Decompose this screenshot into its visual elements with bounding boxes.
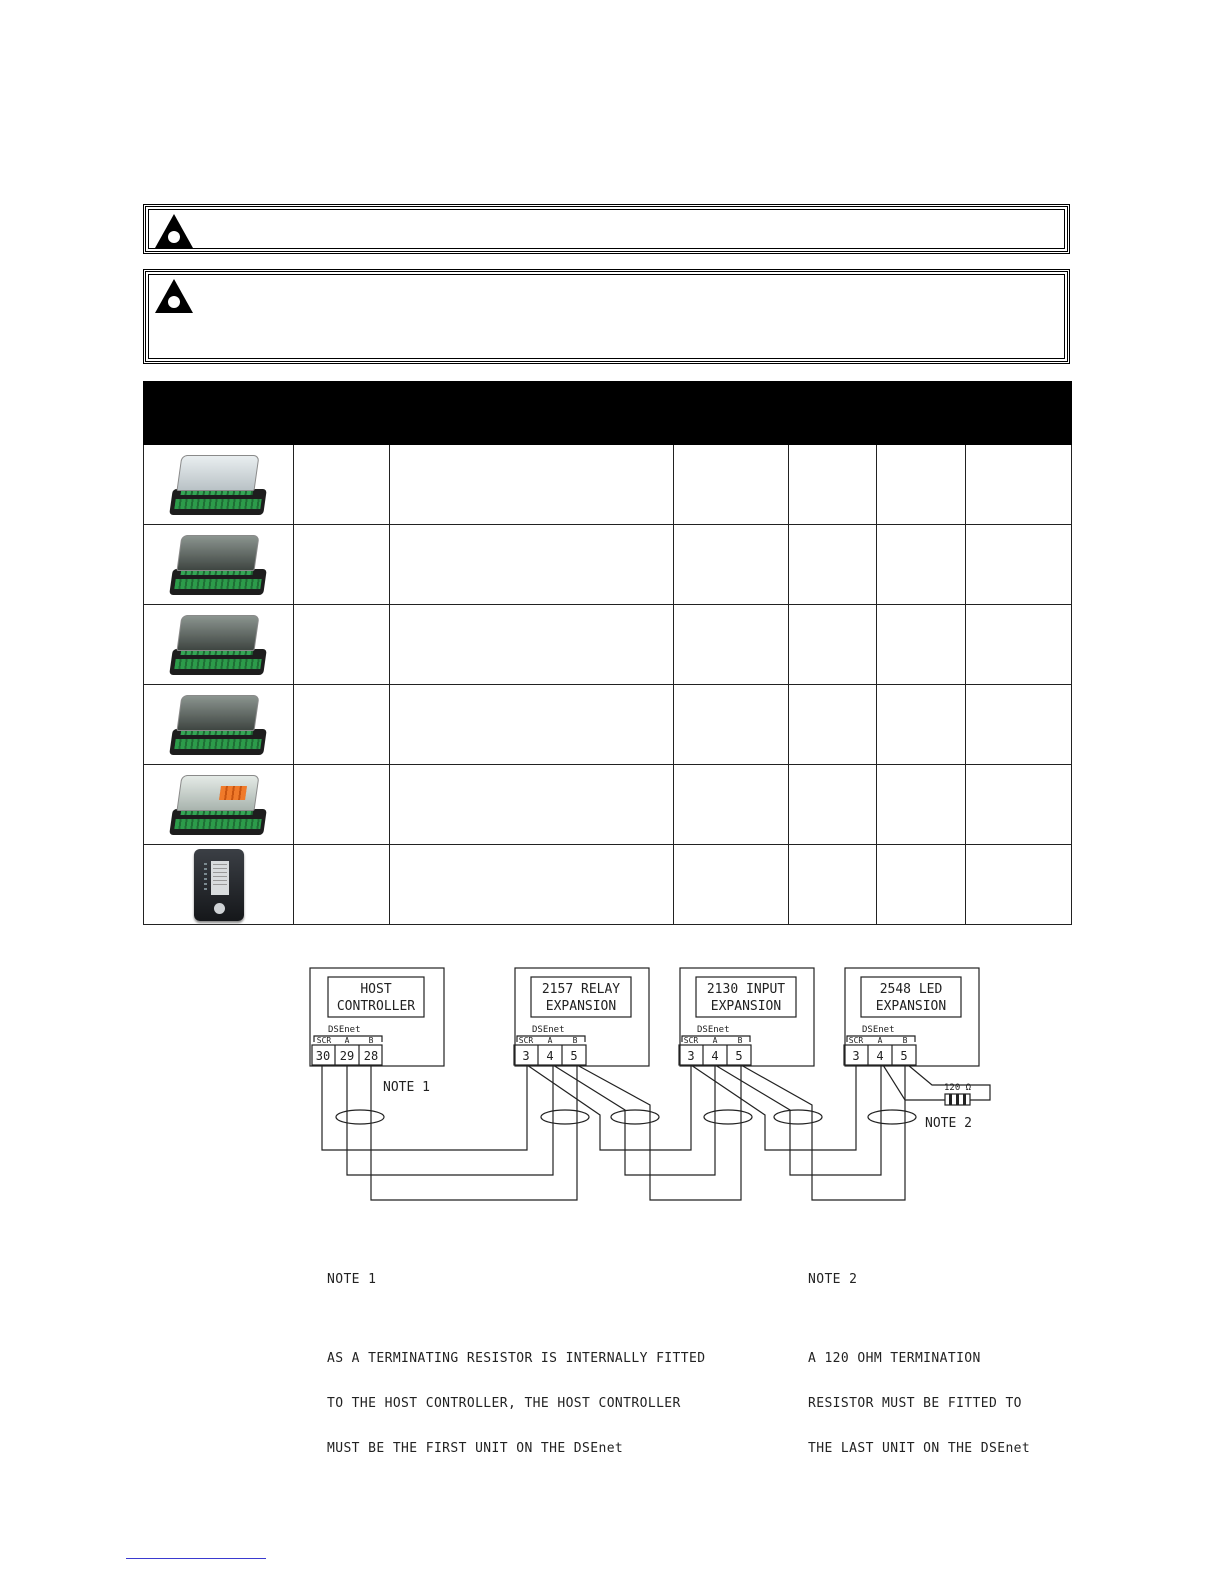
pin-header-a: A: [712, 1036, 718, 1045]
note1-line: TO THE HOST CONTROLLER, THE HOST CONTROLLER: [327, 1396, 681, 1411]
host-title-line2: CONTROLLER: [336, 999, 416, 1014]
warning-box-1: [143, 204, 1070, 254]
pin-header-a: A: [877, 1036, 883, 1045]
table-row: [144, 445, 1072, 525]
host-title-line1: HOST: [360, 982, 392, 997]
terminal-number: 29: [339, 1049, 355, 1063]
dark-cover-module-image: [167, 691, 271, 759]
relay-title-line2: EXPANSION: [545, 999, 617, 1014]
dsenet-wiring-diagram: [300, 960, 1020, 1210]
terminal-number: 5: [735, 1049, 743, 1063]
led-title-line1: 2548 LED: [879, 982, 943, 997]
warning-triangle-icon: [154, 213, 194, 249]
note2-callout: NOTE 2: [925, 1116, 972, 1131]
terminal-number: 3: [852, 1049, 860, 1063]
note1-line: AS A TERMINATING RESISTOR IS INTERNALLY FITTED: [327, 1351, 706, 1366]
pin-header-b: B: [902, 1036, 908, 1045]
relay-module-image: [167, 771, 271, 839]
clear-cover-module-image: [167, 451, 271, 519]
terminal-number: 4: [711, 1049, 719, 1063]
table-row: [144, 525, 1072, 605]
note2-line: A 120 OHM TERMINATION: [808, 1351, 981, 1366]
note2-line: RESISTOR MUST BE FITTED TO: [808, 1396, 1022, 1411]
terminal-number: 4: [546, 1049, 554, 1063]
led-title-line2: EXPANSION: [875, 999, 947, 1014]
pin-header-scr: SCR: [848, 1036, 864, 1045]
pin-header-scr: SCR: [316, 1036, 332, 1045]
table-row: [144, 845, 1072, 925]
note2-line: THE LAST UNIT ON THE DSEnet: [808, 1441, 1031, 1456]
table-row: [144, 605, 1072, 685]
terminal-number: 30: [315, 1049, 331, 1063]
terminal-number: 5: [570, 1049, 578, 1063]
pin-header-b: B: [737, 1036, 743, 1045]
terminal-number: 5: [900, 1049, 908, 1063]
host-bus-label: DSEnet: [328, 1025, 361, 1035]
input-title-line2: EXPANSION: [710, 999, 782, 1014]
note1-heading: NOTE 1: [327, 1272, 377, 1287]
note1-line: MUST BE THE FIRST UNIT ON THE DSEnet: [327, 1441, 624, 1456]
warning-triangle-icon: [154, 278, 194, 314]
terminal-number: 28: [363, 1049, 379, 1063]
pin-header-scr: SCR: [683, 1036, 699, 1045]
table-row: [144, 765, 1072, 845]
terminal-number: 4: [876, 1049, 884, 1063]
relay-bus-label: DSEnet: [532, 1025, 565, 1035]
led-panel-image: [194, 849, 244, 921]
terminal-number: 3: [522, 1049, 530, 1063]
note1-text: [327, 1242, 705, 1471]
table-header-row: [144, 382, 1072, 445]
warning-box-2: [143, 269, 1070, 364]
note2-text: [808, 1242, 1030, 1471]
terminal-number: 3: [687, 1049, 695, 1063]
pin-header-b: B: [368, 1036, 374, 1045]
dark-cover-module-image: [167, 611, 271, 679]
input-bus-label: DSEnet: [697, 1025, 730, 1035]
dark-cover-module-image: [167, 531, 271, 599]
input-title-line1: 2130 INPUT: [706, 982, 786, 997]
pin-header-a: A: [344, 1036, 350, 1045]
pin-header-scr: SCR: [518, 1036, 534, 1045]
footnote-divider: [126, 1558, 266, 1559]
pin-header-b: B: [572, 1036, 578, 1045]
relay-title-line1: 2157 RELAY: [541, 982, 621, 997]
led-bus-label: DSEnet: [862, 1025, 895, 1035]
note2-heading: NOTE 2: [808, 1272, 858, 1287]
table-row: [144, 685, 1072, 765]
note1-callout: NOTE 1: [383, 1080, 430, 1095]
resistor-label: 120 Ω: [944, 1083, 972, 1093]
expansion-module-table: [143, 381, 1072, 925]
pin-header-a: A: [547, 1036, 553, 1045]
